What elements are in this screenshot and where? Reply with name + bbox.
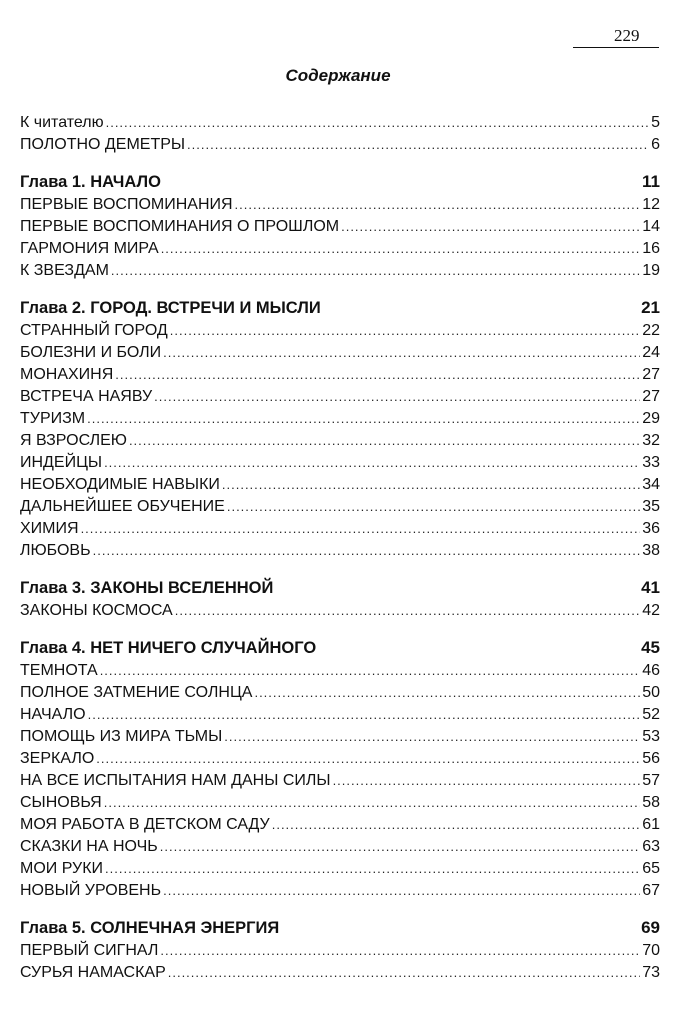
toc-entry-label: К читателю <box>20 114 104 131</box>
toc-entry-label: НА ВСЕ ИСПЫТАНИЯ НАМ ДАНЫ СИЛЫ <box>20 772 331 789</box>
toc-leader-dots <box>222 474 640 496</box>
toc-item <box>20 748 660 770</box>
toc-entry-label: НАЧАЛО <box>20 706 86 723</box>
toc-entry-label: ТУРИЗМ <box>20 410 86 427</box>
toc-item <box>20 238 660 260</box>
toc-item <box>20 364 660 386</box>
toc-entry-page: 11 <box>642 172 660 191</box>
toc-entry-label: ВСТРЕЧА НАЯВУ <box>20 388 153 405</box>
toc-leader-dots <box>115 364 640 386</box>
toc-entry-page: 46 <box>642 662 660 679</box>
page-number: 229 <box>614 26 640 45</box>
toc-entry-page: 33 <box>642 454 660 471</box>
toc-item <box>20 342 660 364</box>
toc-entry-page: 27 <box>642 366 660 383</box>
toc-item <box>20 452 660 474</box>
toc-leader-dots <box>254 682 640 704</box>
toc-item <box>20 962 660 984</box>
toc-chapter <box>20 170 660 194</box>
toc-leader-dots <box>163 880 640 902</box>
toc-entry-page: 24 <box>642 344 660 361</box>
toc-entry-label: ПЕРВЫЕ ВОСПОМИНАНИЯ О ПРОШЛОМ <box>20 218 340 235</box>
toc-leader-dots <box>154 386 640 408</box>
toc-leader-dots <box>106 112 650 134</box>
toc-entry-page: 41 <box>641 578 660 597</box>
toc-entry-page: 19 <box>642 262 660 279</box>
toc-entry-label: МОИ РУКИ <box>20 860 104 877</box>
toc-entry-label: Глава 5. СОЛНЕЧНАЯ ЭНЕРГИЯ <box>20 919 280 937</box>
toc-leader-dots <box>163 342 640 364</box>
toc-leader-dots <box>341 216 640 238</box>
toc-leader-dots <box>160 940 640 962</box>
toc-entry-label: К ЗВЕЗДАМ <box>20 262 109 279</box>
toc-entry-label: ЗАКОНЫ КОСМОСА <box>20 602 173 619</box>
toc-entry-label: ТЕМНОТА <box>20 662 98 679</box>
toc-entry-label: НОВЫЙ УРОВЕНЬ <box>20 882 162 899</box>
toc-item <box>20 112 660 134</box>
toc-entry-page: 27 <box>642 388 660 405</box>
toc-item <box>20 474 660 496</box>
toc-title: Содержание <box>285 66 391 85</box>
toc-entry-label: ИНДЕЙЦЫ <box>20 454 103 471</box>
toc-entry-page: 5 <box>651 114 660 131</box>
toc-leader-dots <box>104 452 640 474</box>
toc-item <box>20 216 660 238</box>
toc-item <box>20 134 660 156</box>
toc-chapter <box>20 636 660 660</box>
toc-leader-dots <box>96 748 640 770</box>
toc-leader-dots <box>170 320 640 342</box>
toc-entry-page: 35 <box>642 498 660 515</box>
toc-chapter <box>20 916 660 940</box>
toc-entry-label: СЫНОВЬЯ <box>20 794 102 811</box>
toc-entry-page: 42 <box>642 602 660 619</box>
toc-item <box>20 386 660 408</box>
toc-entry-label: НЕОБХОДИМЫЕ НАВЫКИ <box>20 476 220 493</box>
toc-entry-label: БОЛЕЗНИ И БОЛИ <box>20 344 162 361</box>
toc-item <box>20 704 660 726</box>
toc-entry-page: 32 <box>642 432 660 449</box>
toc-item <box>20 940 660 962</box>
toc-item <box>20 496 660 518</box>
toc-entry-label: СУРЬЯ НАМАСКАР <box>20 964 166 981</box>
toc-leader-dots <box>129 430 640 452</box>
toc-entry-label: Глава 4. НЕТ НИЧЕГО СЛУЧАЙНОГО <box>20 639 317 657</box>
toc-entry-label: ПЕРВЫЕ ВОСПОМИНАНИЯ <box>20 196 233 213</box>
toc-item <box>20 814 660 836</box>
toc-leader-dots <box>333 770 641 792</box>
table-of-contents <box>20 112 660 984</box>
toc-entry-page: 65 <box>642 860 660 877</box>
toc-item <box>20 770 660 792</box>
toc-entry-page: 57 <box>642 772 660 789</box>
toc-leader-dots <box>105 858 640 880</box>
toc-item <box>20 518 660 540</box>
toc-entry-label: ГАРМОНИЯ МИРА <box>20 240 159 257</box>
toc-entry-page: 21 <box>641 298 660 317</box>
toc-item <box>20 600 660 622</box>
toc-entry-page: 73 <box>642 964 660 981</box>
toc-item <box>20 836 660 858</box>
toc-leader-dots <box>87 408 640 430</box>
toc-item <box>20 260 660 282</box>
toc-leader-dots <box>88 704 641 726</box>
toc-entry-label: ПОЛНОЕ ЗАТМЕНИЕ СОЛНЦА <box>20 684 253 701</box>
toc-entry-label: МОНАХИНЯ <box>20 366 114 383</box>
toc-entry-label: ЗЕРКАЛО <box>20 750 95 767</box>
toc-entry-page: 34 <box>642 476 660 493</box>
toc-entry-page: 45 <box>641 638 660 657</box>
toc-entry-label: ДАЛЬНЕЙШЕЕ ОБУЧЕНИЕ <box>20 498 225 515</box>
toc-entry-page: 14 <box>642 218 660 235</box>
toc-leader-dots <box>227 496 640 518</box>
toc-entry-page: 56 <box>642 750 660 767</box>
toc-entry-page: 36 <box>642 520 660 537</box>
toc-item <box>20 320 660 342</box>
toc-item <box>20 194 660 216</box>
toc-entry-page: 29 <box>642 410 660 427</box>
toc-item <box>20 540 660 562</box>
toc-leader-dots <box>104 792 640 814</box>
toc-entry-page: 38 <box>642 542 660 559</box>
toc-entry-page: 70 <box>642 942 660 959</box>
toc-leader-dots <box>272 814 640 836</box>
toc-leader-dots <box>235 194 641 216</box>
toc-entry-page: 12 <box>642 196 660 213</box>
toc-entry-page: 58 <box>642 794 660 811</box>
toc-leader-dots <box>187 134 649 156</box>
toc-leader-dots <box>161 238 641 260</box>
toc-entry-label: ЛЮБОВЬ <box>20 542 91 559</box>
toc-entry-label: СКАЗКИ НА НОЧЬ <box>20 838 158 855</box>
toc-item <box>20 726 660 748</box>
toc-leader-dots <box>111 260 640 282</box>
toc-entry-page: 16 <box>642 240 660 257</box>
header-rule <box>573 47 659 48</box>
toc-entry-label: Глава 3. ЗАКОНЫ ВСЕЛЕННОЙ <box>20 579 274 597</box>
toc-entry-label: Я ВЗРОСЛЕЮ <box>20 432 127 449</box>
toc-item <box>20 660 660 682</box>
toc-entry-page: 52 <box>642 706 660 723</box>
toc-entry-page: 67 <box>642 882 660 899</box>
toc-leader-dots <box>168 962 640 984</box>
toc-item <box>20 858 660 880</box>
toc-entry-page: 69 <box>641 918 660 937</box>
toc-item <box>20 880 660 902</box>
toc-entry-label: МОЯ РАБОТА В ДЕТСКОМ САДУ <box>20 816 270 833</box>
toc-entry-label: ПОМОЩЬ ИЗ МИРА ТЬМЫ <box>20 728 223 745</box>
toc-item <box>20 682 660 704</box>
toc-chapter <box>20 296 660 320</box>
toc-entry-label: ПОЛОТНО ДЕМЕТРЫ <box>20 136 186 153</box>
toc-leader-dots <box>93 540 641 562</box>
toc-entry-label: ХИМИЯ <box>20 520 79 537</box>
toc-chapter <box>20 576 660 600</box>
toc-entry-page: 50 <box>642 684 660 701</box>
toc-leader-dots <box>224 726 640 748</box>
toc-entry-page: 63 <box>642 838 660 855</box>
toc-leader-dots <box>175 600 641 622</box>
toc-entry-label: Глава 2. ГОРОД. ВСТРЕЧИ И МЫСЛИ <box>20 299 321 317</box>
toc-entry-label: ПЕРВЫЙ СИГНАЛ <box>20 942 159 959</box>
toc-leader-dots <box>160 836 640 858</box>
toc-leader-dots <box>100 660 641 682</box>
toc-entry-page: 61 <box>642 816 660 833</box>
toc-item <box>20 408 660 430</box>
toc-entry-page: 22 <box>642 322 660 339</box>
toc-item <box>20 792 660 814</box>
toc-item <box>20 430 660 452</box>
toc-entry-page: 53 <box>642 728 660 745</box>
toc-leader-dots <box>81 518 641 540</box>
toc-entry-page: 6 <box>651 136 660 153</box>
toc-entry-label: СТРАННЫЙ ГОРОД <box>20 322 168 339</box>
toc-entry-label: Глава 1. НАЧАЛО <box>20 173 161 191</box>
